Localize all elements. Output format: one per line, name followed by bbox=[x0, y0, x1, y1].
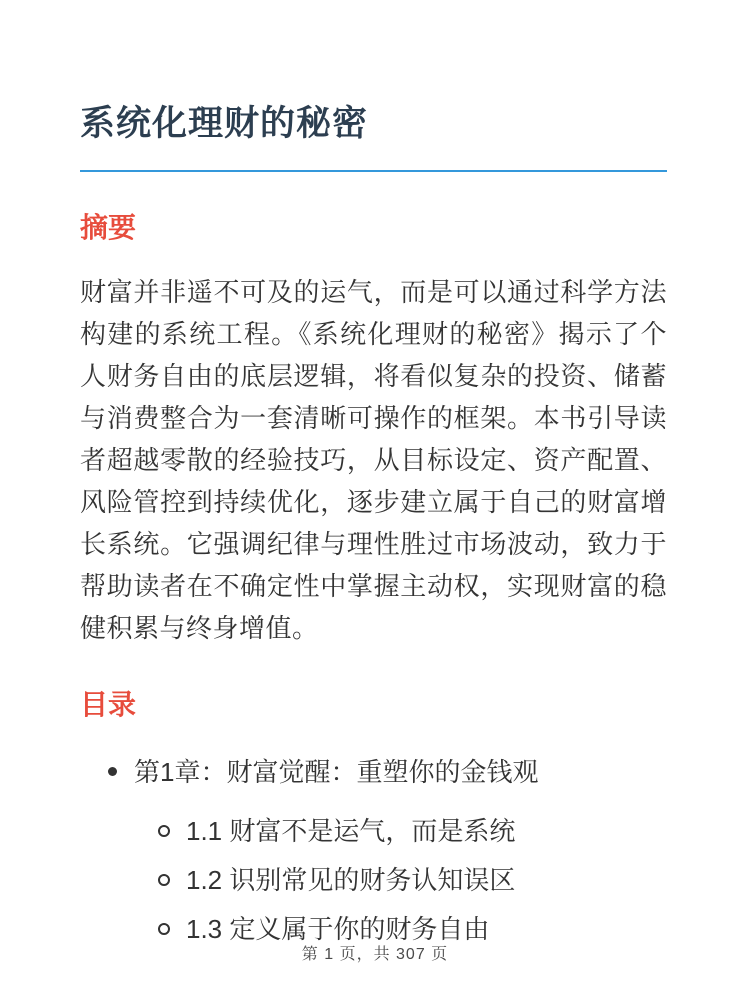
toc-subitem bbox=[134, 815, 667, 847]
toc-subitem bbox=[134, 913, 667, 945]
abstract-paragraph: 财富并非遥不可及的运气，而是可以通过科学方法构建的系统工程。《系统化理财的秘密》揭示了个人财务自由的底层逻辑，将看似复杂的投资、储蓄与消费整合为一套清晰可操作的框架。本书引导读者超越零散的经验技巧，从目标设定、资产配置、风险管控到持续优化，逐步建立属于自己的财富增长系统。它强调纪律与理性胜过市场波动，致力于帮助读者在不确定性中掌握主动权，实现财富的稳健积累与终身增值。 bbox=[80, 276, 667, 643]
abstract-heading: 摘要 bbox=[80, 211, 137, 243]
toc-subitem-label: 1.3 定义属于你的财务自由 bbox=[186, 913, 490, 944]
toc-heading: 目录 bbox=[80, 688, 137, 720]
page-number-footer: 第 1 页，共 307 页 bbox=[301, 946, 449, 963]
bullet-disc-icon bbox=[108, 767, 117, 776]
bullet-circle-icon bbox=[158, 923, 170, 935]
bullet-circle-icon bbox=[158, 874, 170, 886]
toc-chapter-label: 第1章：财富觉醒：重塑你的金钱观 bbox=[134, 756, 539, 787]
toc-sublist bbox=[134, 815, 667, 945]
toc-list bbox=[80, 756, 667, 945]
bullet-circle-icon bbox=[158, 825, 170, 837]
toc-subitem-label: 1.2 识别常见的财务认知误区 bbox=[186, 864, 516, 895]
toc-chapter-item bbox=[80, 756, 667, 945]
toc-subitem bbox=[134, 864, 667, 896]
toc-subitem-label: 1.1 财富不是运气，而是系统 bbox=[186, 815, 516, 846]
page-title: 系统化理财的秘密 bbox=[80, 102, 667, 172]
